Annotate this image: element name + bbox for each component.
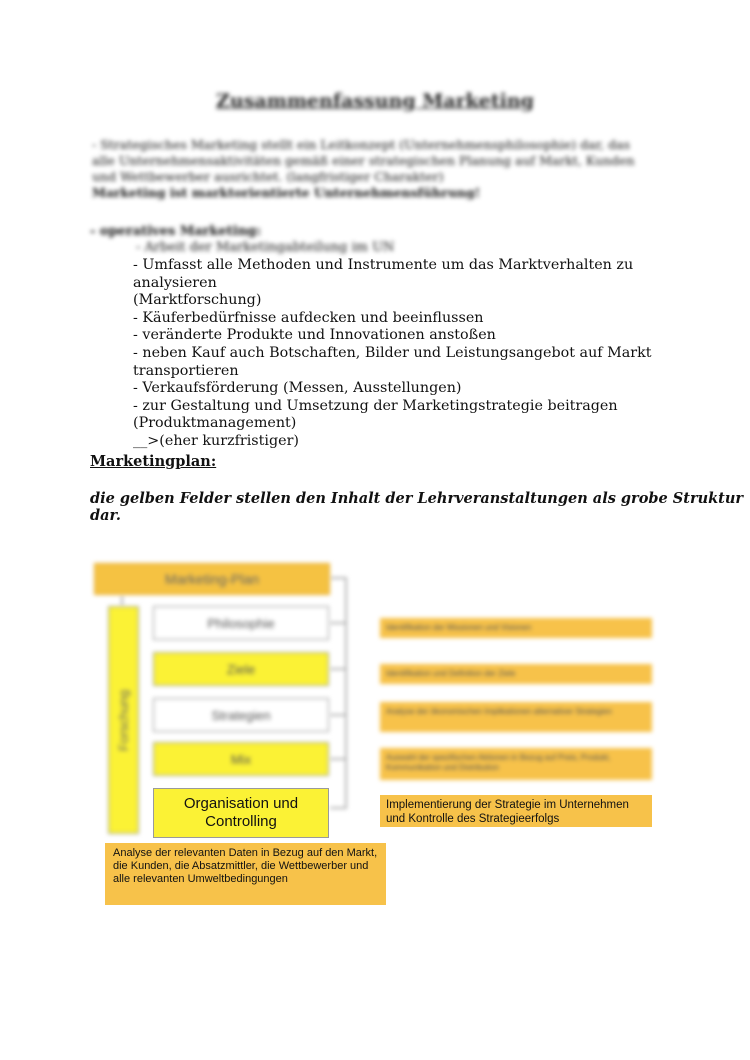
note-missionen-visionen: Identifikation der Missionen und Visionen xyxy=(380,618,652,638)
marketing-plan-box: Marketing-Plan xyxy=(94,563,330,595)
bullet-line: - neben Kauf auch Botschaften, Bilder und Leistungsangebot auf Markt xyxy=(133,344,652,361)
strategic-line-2: alle Unternehmensaktivitäten gemäß einer strategischen Planung auf Markt, Kunden xyxy=(92,153,635,168)
marketingplan-label: Marketingplan: xyxy=(90,453,217,470)
bullet-line: transportieren xyxy=(133,362,239,379)
bullet-line: - Verkaufsförderung (Messen, Ausstellungen) xyxy=(133,380,462,397)
strategic-line-1: - Strategisches Marketing stellt ein Leitkonzept (Unternehmensphilosophie) dar, das xyxy=(92,137,630,152)
step-organisation-controlling: Organisation und Controlling xyxy=(153,788,329,838)
bullet-line: - Umfasst alle Methoden und Instrumente um das Marktverhalten zu analysieren xyxy=(133,257,634,291)
right-bracket xyxy=(330,578,346,808)
step-mix: Mix xyxy=(153,742,329,776)
bullet-line: - Käuferbedürfnisse aufdecken und beeinflussen xyxy=(133,309,484,326)
bullet-line: (Marktforschung) xyxy=(133,292,262,309)
bullet-line: - zur Gestaltung und Umsetzung der Marketingstrategie beitragen xyxy=(133,397,618,414)
note-ziele: Identifikation und Definition der Ziele xyxy=(380,664,652,684)
bullet-line: __>(eher kurzfristiger) xyxy=(133,432,299,449)
note-forschung-analyse: Analyse der relevanten Daten in Bezug auf den Markt, die Kunden, die Absatzmittler, die Wettbewerber und alle relevanten Umweltbedingungen xyxy=(105,843,386,905)
bullet-line: (Produktmanagement) xyxy=(133,415,297,432)
note-strategien: Analyse der ökonomischen Implikationen alternativer Strategien xyxy=(380,702,652,732)
note-mix: Auswahl der spezifischen Aktionen in Bezug auf Preis, Produkt, Kommunikation und Distribution xyxy=(380,748,652,780)
bullet-line: - veränderte Produkte und Innovationen anstoßen xyxy=(133,327,496,344)
document-title: Zusammenfassung Marketing xyxy=(216,90,534,112)
strategic-line-3: und Wettbewerber ausrichtet. (langfristiger Charakter) xyxy=(92,169,444,184)
forschung-label: Forschung xyxy=(116,689,132,751)
operative-heading: - operatives Marketing: xyxy=(90,224,262,239)
step-philosophie: Philosophie xyxy=(153,606,329,640)
strategic-line-4: Marketing ist marktorientierte Unternehmensführung! xyxy=(92,185,481,200)
marketingplan-note: die gelben Felder stellen den Inhalt der Lehrveranstaltungen als grobe Struktur dar. xyxy=(90,490,744,524)
step-strategien: Strategien xyxy=(153,698,329,732)
operative-first-bullet: - Arbeit der Marketingabteilung im UN xyxy=(136,240,395,255)
note-implementierung: Implementierung der Strategie im Unternehmen und Kontrolle des Strategieerfolgs xyxy=(380,795,652,827)
step-ziele: Ziele xyxy=(153,652,329,686)
forschung-box xyxy=(108,606,139,834)
